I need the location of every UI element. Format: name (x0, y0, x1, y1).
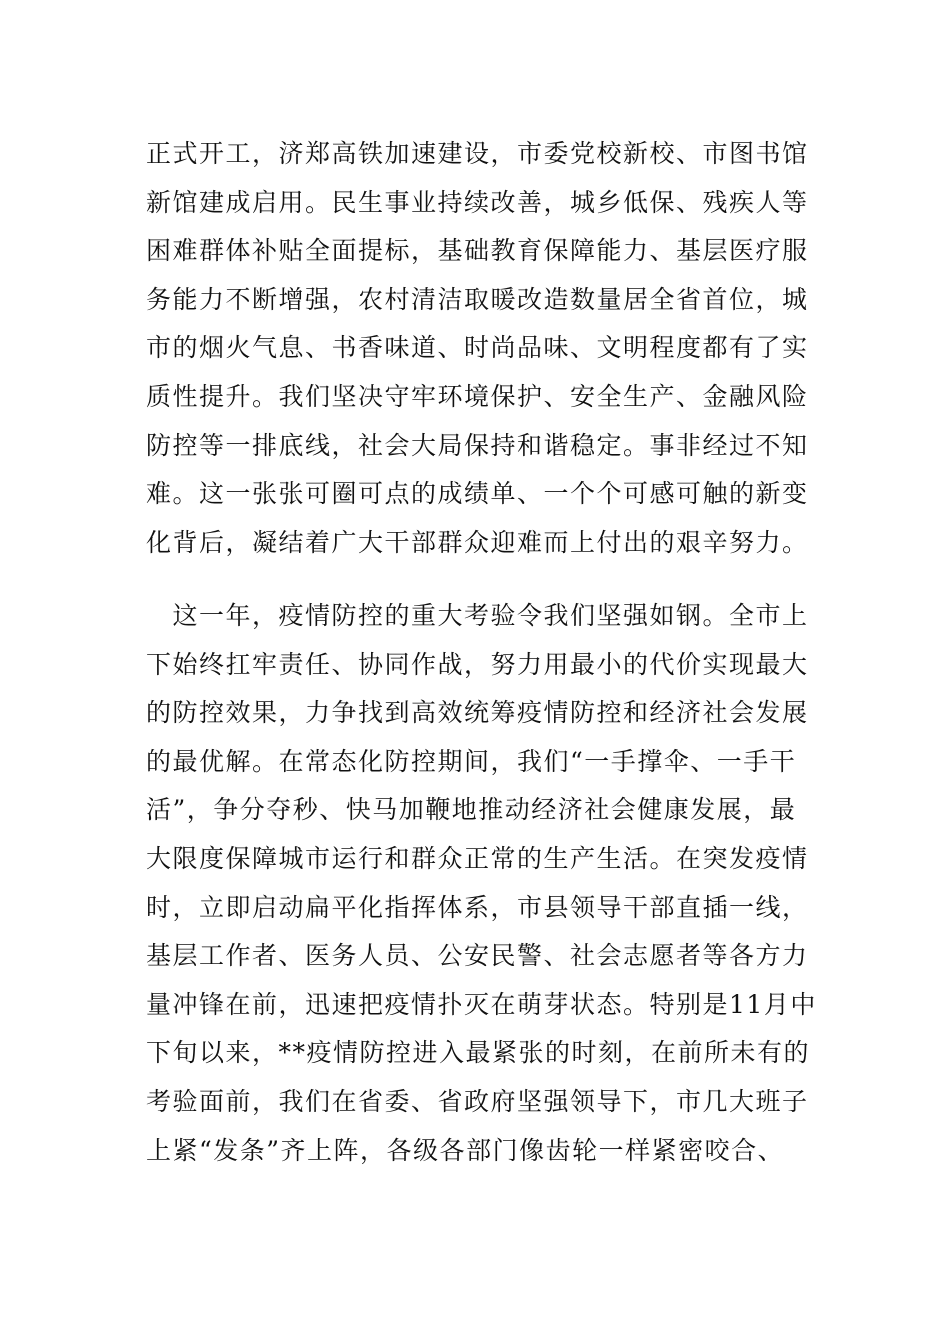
text-line: 量冲锋在前，迅速把疫情扑灭在萌芽状态。特别是11月中 (146, 989, 817, 1019)
text-line: 这一年，疫情防控的重大考验令我们坚强如钢。全市上 (146, 601, 809, 630)
text-line: 下旬以来，**疫情防控进入最紧张的时刻，在前所未有的 (146, 1038, 811, 1068)
text-line: 下始终扛牢责任、协同作战，努力用最小的代价实现最大 (146, 649, 809, 679)
text-line: 化背后，凝结着广大干部群众迎难而上付出的艰辛努力。 (146, 527, 809, 557)
text-line: 困难群体补贴全面提标，基础教育保障能力、基层医疗服 (146, 236, 809, 266)
text-line: 活”，争分夺秒、快马加鞭地推动经济社会健康发展，最 (146, 795, 797, 825)
text-line: 正式开工，济郑高铁加速建设，市委党校新校、市图书馆 (146, 139, 809, 168)
text-line: 的防控效果，力争找到高效统筹疫情防控和经济社会发展 (146, 698, 809, 728)
text-line: 的最优解。在常态化防控期间，我们“一手撑伞、一手干 (146, 746, 797, 776)
text-line: 务能力不断增强，农村清洁取暖改造数量居全省首位，城 (146, 284, 809, 314)
text-line: 质性提升。我们坚决守牢环境保护、安全生产、金融风险 (146, 381, 809, 411)
paragraph-2 (146, 592, 817, 1175)
text-line: 新馆建成启用。民生事业持续改善，城乡低保、残疾人等 (146, 187, 809, 217)
text-line: 时，立即启动扁平化指挥体系，市县领导干部直插一线， (146, 892, 809, 922)
text-line: 市的烟火气息、书香味道、时尚品味、文明程度都有了实 (146, 333, 809, 363)
text-line: 考验面前，我们在省委、省政府坚强领导下，市几大班子 (146, 1086, 809, 1116)
paragraph-1 (146, 130, 809, 567)
text-line: 基层工作者、医务人员、公安民警、社会志愿者等各方力 (146, 941, 809, 971)
text-line: 大限度保障城市运行和群众正常的生产生活。在突发疫情 (146, 843, 809, 873)
text-line: 难。这一张张可圈可点的成绩单、一个个可感可触的新变 (146, 479, 809, 509)
text-line: 上紧“发条”齐上阵，各级各部门像齿轮一样紧密咬合、 (146, 1135, 785, 1165)
text-line: 防控等一排底线，社会大局保持和谐稳定。事非经过不知 (146, 430, 809, 460)
